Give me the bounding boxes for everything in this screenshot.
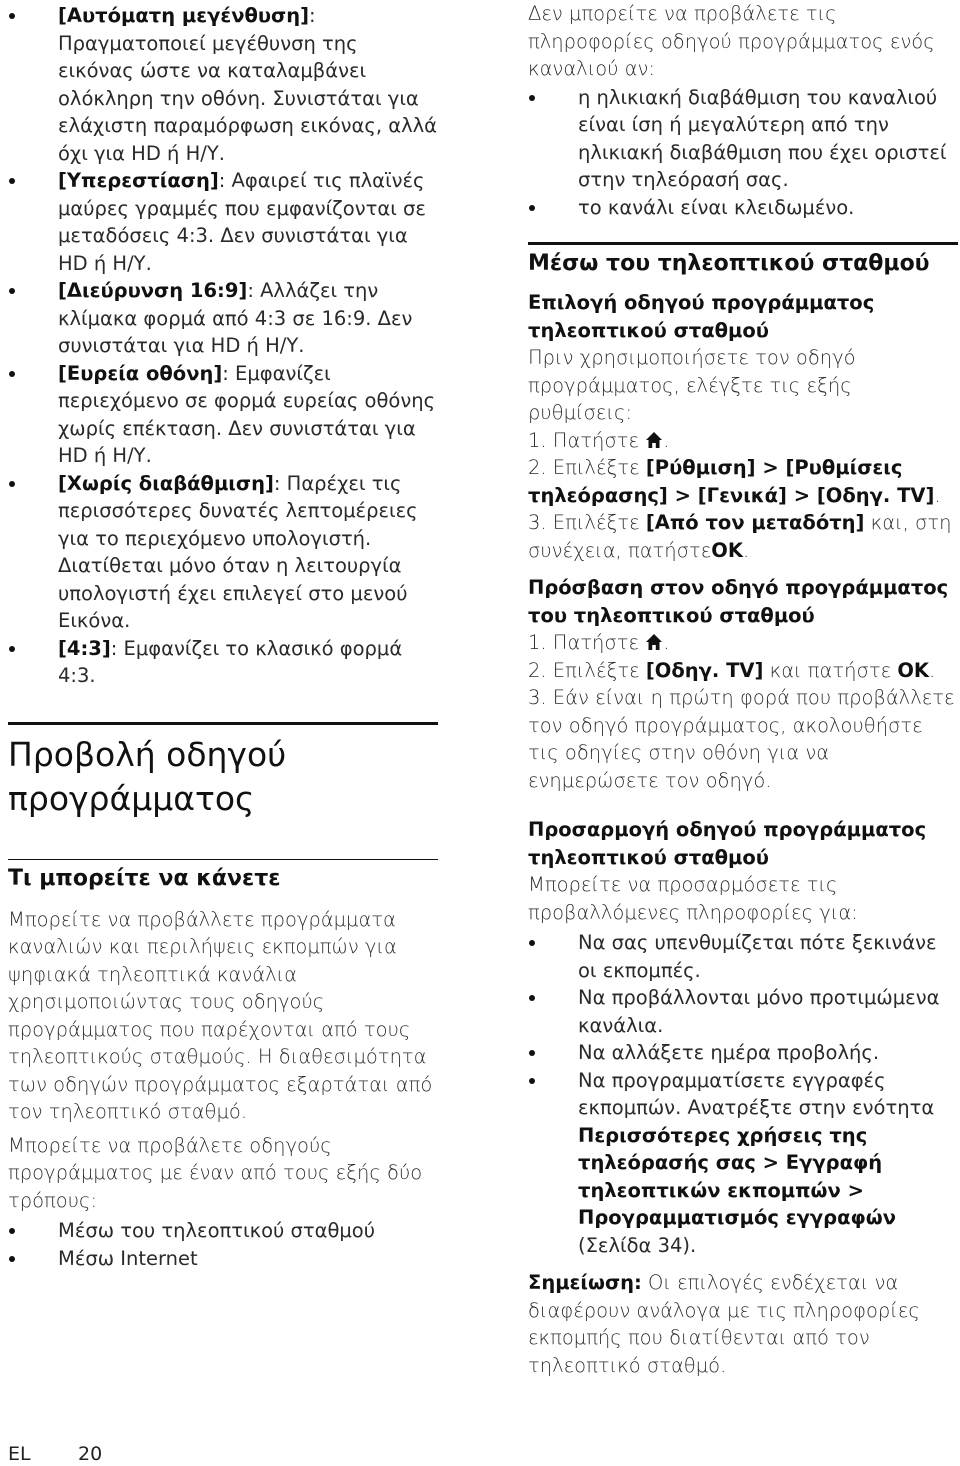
- access-step-2: 2. Επιλέξτε [Οδηγ. TV] και πατήστε OK.: [528, 658, 936, 682]
- subsection-divider: [8, 859, 438, 860]
- list-item: Μέσω του τηλεοπτικού σταθμού: [8, 1217, 438, 1245]
- select-step-1: 1. Πατήστε .: [528, 428, 670, 452]
- home-icon: [645, 431, 663, 449]
- customize-list: [528, 929, 958, 1259]
- page-number: 20: [78, 1443, 103, 1465]
- list-item: Να προβάλλονται μόνο προτιμώμενα κανάλια.: [528, 984, 958, 1039]
- restrictions-list: [528, 84, 958, 222]
- select-step-2: 2. Επιλέξτε [Ρύθμιση] > [Ρυθμίσεις τηλεόρασης] > [Γενικά] > [Οδηγ. TV].: [528, 456, 941, 507]
- section-divider: [8, 722, 438, 725]
- list-item: η ηλικιακή διαβάθμιση του καναλιού είναι ίση ή μεγαλύτερη από την ηλικιακή διαβάθμιση που έχει οριστεί στην τηλεόρασή σας.: [528, 84, 958, 194]
- access-step-3: 3. Εάν είναι η πρώτη φορά που προβάλλετε τον οδηγό προγράμματος, ακολουθήστε τις οδηγίες στην οθόνη για να ενημερώσετε τον οδηγό.: [528, 686, 955, 792]
- list-item: [Υπερεστίαση]: Αφαιρεί τις πλαϊνές μαύρες γραμμές που εμφανίζονται σε μεταδόσεις 4:3. Δεν συνιστάται για HD ή Η/Υ.: [8, 167, 438, 277]
- section-divider: [528, 242, 958, 245]
- ways-list: [8, 1217, 438, 1272]
- list-item: [Διεύρυνση 16:9]: Αλλάζει την κλίμακα φορμά από 4:3 σε 16:9. Δεν συνιστάται για HD ή Η/Υ.: [8, 277, 438, 360]
- restrictions-intro: Δεν μπορείτε να προβάλετε τις πληροφορίες οδηγού προγράμματος ενός καναλιού αν:: [528, 2, 935, 80]
- left-column: [8, 0, 438, 1272]
- list-item: Μέσω Internet: [8, 1245, 438, 1273]
- cross-reference-link[interactable]: Περισσότερες χρήσεις της τηλεόρασής σας > Εγγραφή τηλεοπτικών εκπομπών > Προγραμματισμός εγγραφών: [578, 1123, 896, 1229]
- list-item: [Αυτόματη μεγένθυση]: Πραγματοποιεί μεγέθυνση της εικόνας ώστε να καταλαμβάνει ολόκληρη την οθόνη. Συνιστάται για ελάχιστη παραμόρφωση εικόνας, αλλά όχι για HD ή Η/Υ.: [8, 2, 438, 167]
- subsection-title: Τι μπορείτε να κάνετε: [8, 865, 281, 891]
- list-item: Να προγραμματίσετε εγγραφές εκπομπών. Ανατρέξτε στην ενότητα Περισσότερες χρήσεις της τηλεόρασής σας > Εγγραφή τηλεοπτικών εκπομπών > Προγραμματισμός εγγραφών (Σελίδα 34).: [528, 1067, 958, 1260]
- section-title: Προβολή οδηγού προγράμματος: [8, 734, 287, 818]
- page-footer: [8, 1443, 102, 1465]
- select-guide-title: Επιλογή οδηγού προγράμματος τηλεοπτικού σταθμού: [528, 291, 875, 342]
- select-step-3: 3. Επιλέξτε [Από τον μεταδότη] και, στη συνέχεια, πατήστεOK.: [528, 511, 952, 562]
- select-guide-intro: Πριν χρησιμοποιήσετε τον οδηγό προγράμματος, ελέγξτε τις εξής ρυθμίσεις:: [528, 346, 856, 424]
- list-item: Να αλλάξετε ημέρα προβολής.: [528, 1039, 958, 1067]
- access-guide-title: Πρόσβαση στον οδηγό προγράμματος του τηλεοπτικού σταθμού: [528, 576, 949, 627]
- note-text: Οι επιλογές ενδέχεται να διαφέρουν ανάλογα με τις πληροφορίες εκπομπής που διατίθενται από τον τηλεοπτικό σταθμό.: [528, 1271, 920, 1377]
- note-label: Σημείωση:: [528, 1271, 642, 1294]
- access-step-1: 1. Πατήστε .: [528, 631, 670, 654]
- list-item: Να σας υπενθυμίζεται πότε ξεκινάνε οι εκπομπές.: [528, 929, 958, 984]
- list-item: [Χωρίς διαβάθμιση]: Παρέχει τις περισσότερες δυνατές λεπτομέρειες για το περιεχόμενο υπολογιστή. Διατίθεται μόνο όταν η λειτουργία υπολογιστή έχει επιλεγεί στο μενού Εικόνα.: [8, 470, 438, 635]
- home-icon: [645, 633, 663, 651]
- ways-paragraph: Μπορείτε να προβάλετε οδηγούς προγράμματος με έναν από τους εξής δύο τρόπους:: [8, 1133, 423, 1212]
- list-item: [Ευρεία οθόνη]: Εμφανίζει περιεχόμενο σε φορμά ευρείας οθόνης χωρίς επέκταση. Δεν συνιστάται για HD ή Η/Υ.: [8, 360, 438, 470]
- section-title: Μέσω του τηλεοπτικού σταθμού: [528, 251, 930, 276]
- customize-guide-title: Προσαρμογή οδηγού προγράμματος τηλεοπτικού σταθμού: [528, 818, 927, 869]
- list-item: το κανάλι είναι κλειδωμένο.: [528, 194, 958, 222]
- intro-paragraph: Μπορείτε να προβάλλετε προγράμματα καναλιών και περιλήψεις εκπομπών για ψηφιακά τηλεοπτικά κανάλια χρησιμοποιώντας τους οδηγούς προγράμματος που παρέχονται από τους τηλεοπτικούς σταθμούς. Η διαθεσιμότητα των οδηγών προγράμματος εξαρτάται από τον τηλεοπτικό σταθμό.: [8, 907, 433, 1123]
- language-code: EL: [8, 1443, 31, 1465]
- format-list: [8, 2, 438, 690]
- right-column: [528, 0, 958, 1379]
- list-item: [4:3]: Εμφανίζει το κλασικό φορμά 4:3.: [8, 635, 438, 690]
- note: [528, 1269, 958, 1379]
- customize-intro: Μπορείτε να προσαρμόσετε τις προβαλλόμενες πληροφορίες για:: [528, 873, 858, 924]
